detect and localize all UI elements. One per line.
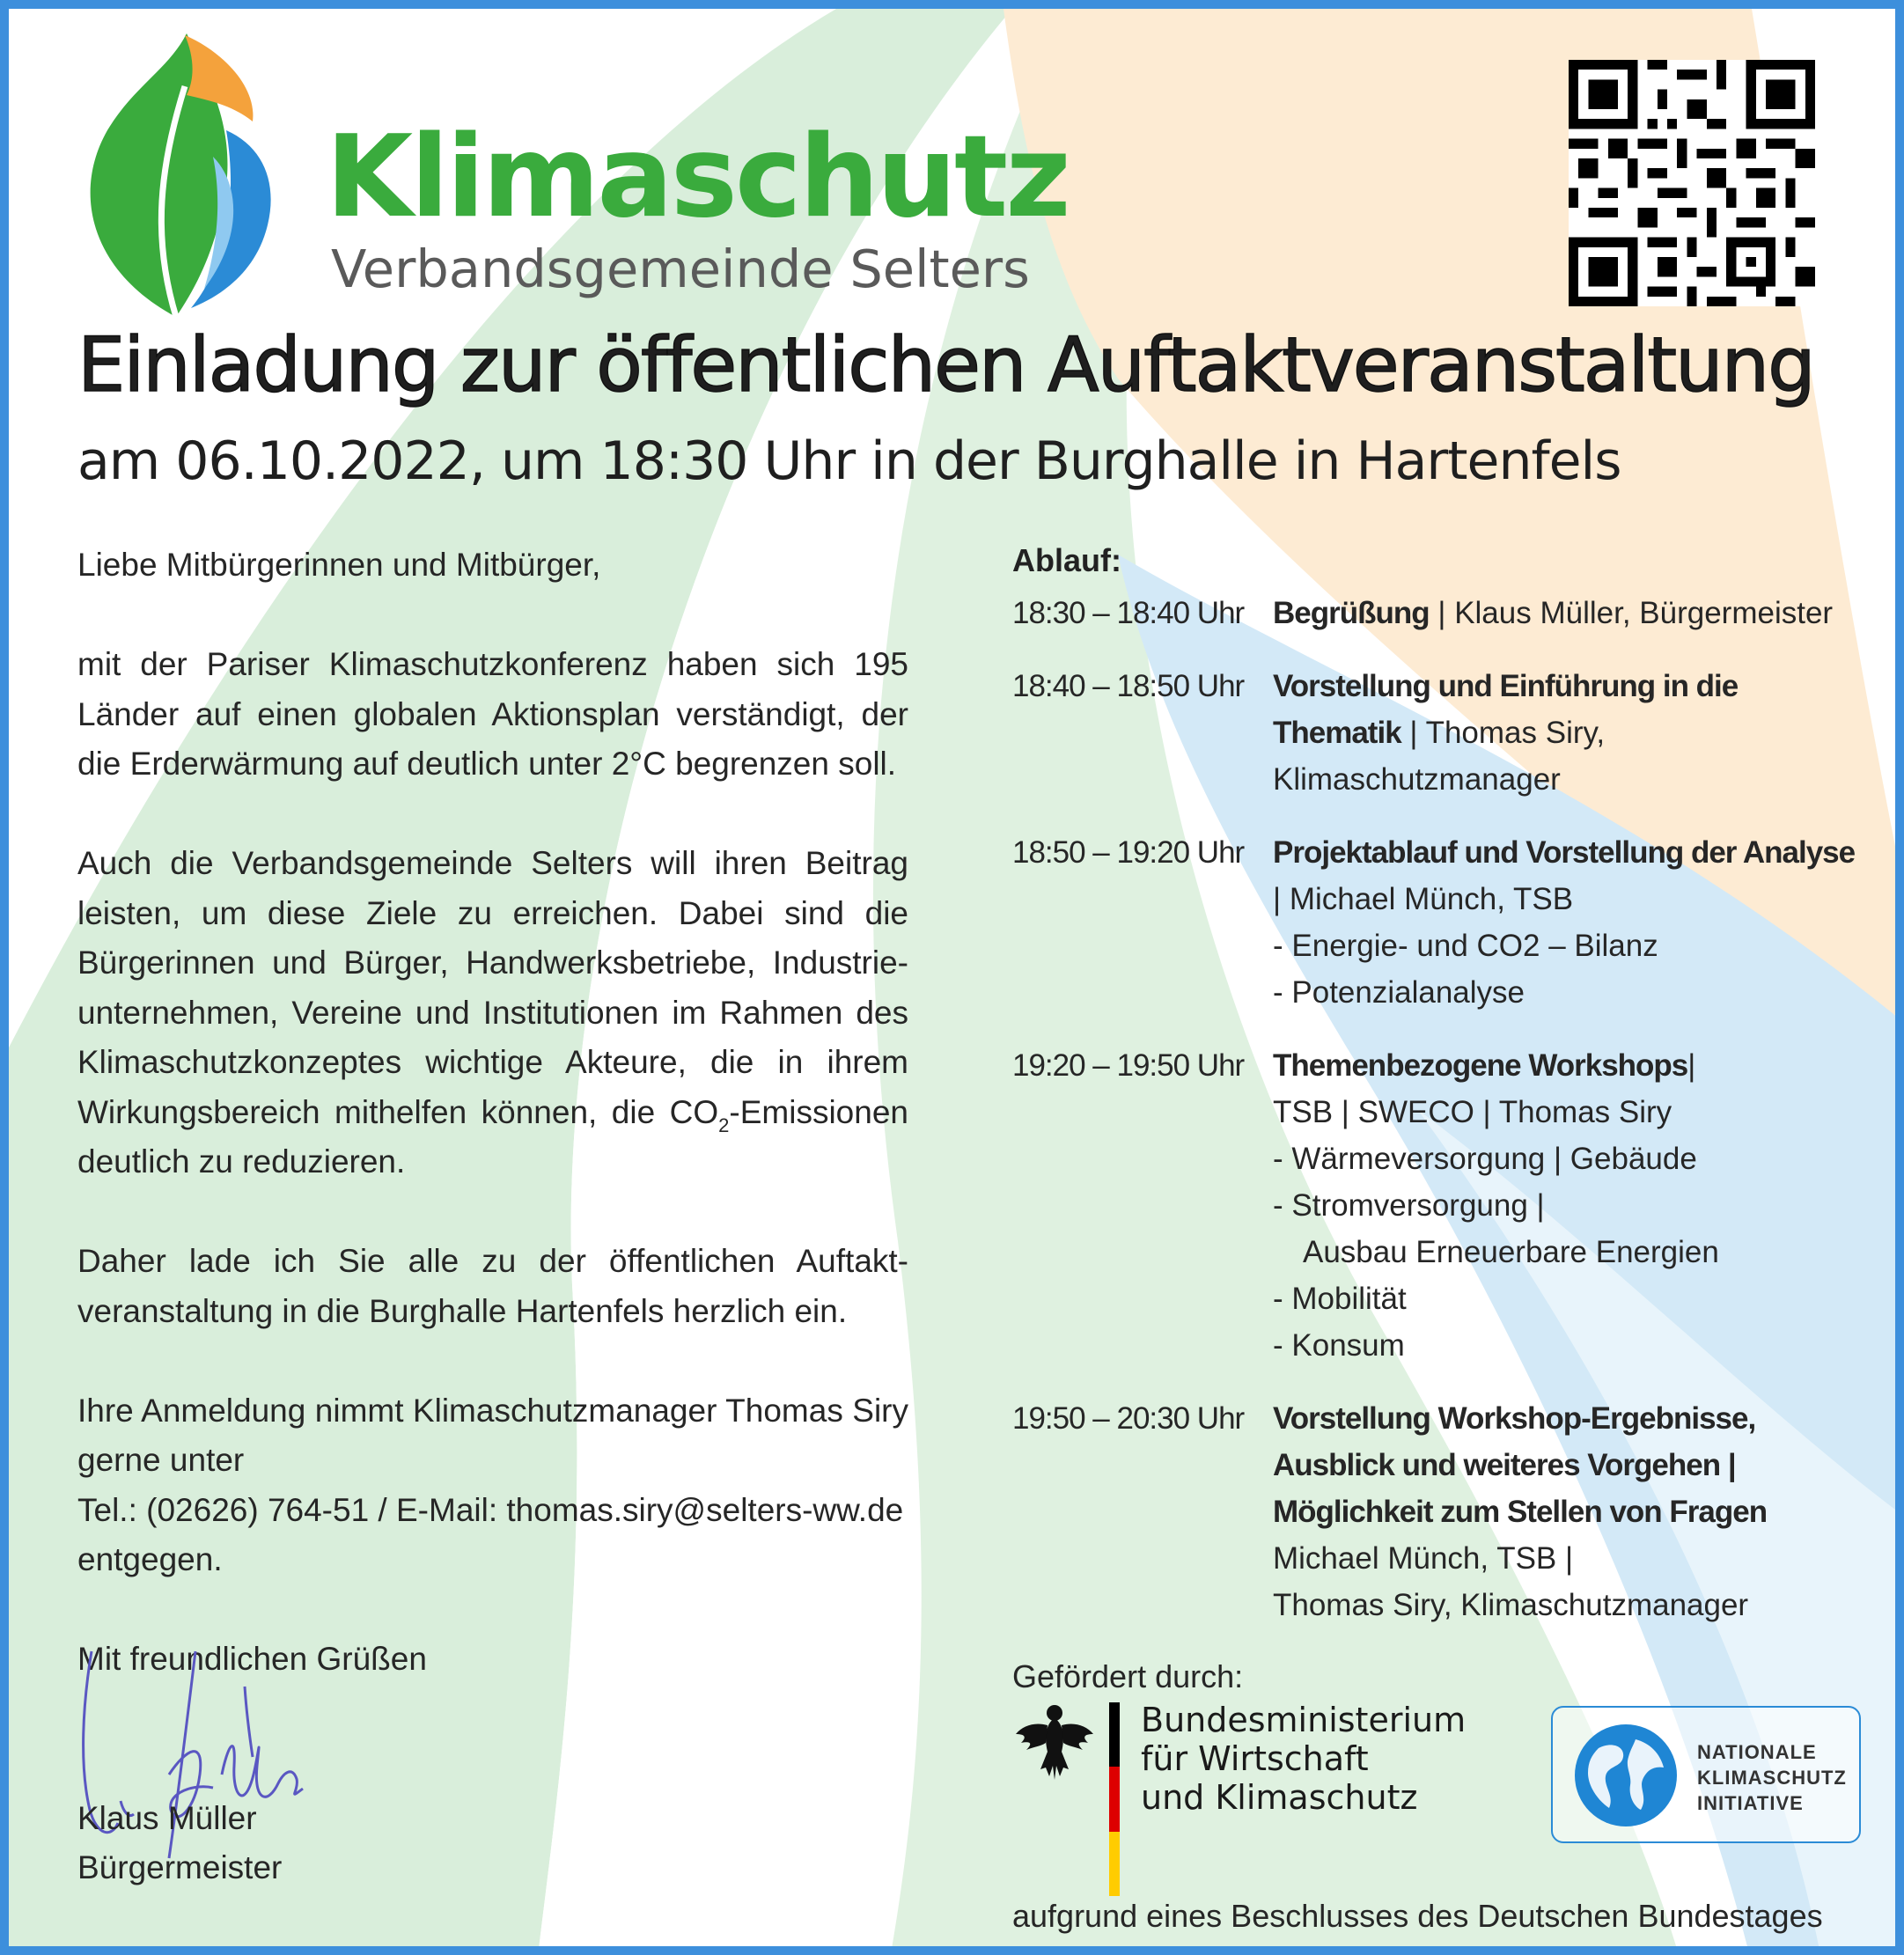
page-subtitle: am 06.10.2022, um 18:30 Uhr in der Burghalle in Hartenfels <box>77 430 1621 492</box>
agenda-time: 18:40 – 18:50 Uhr <box>1012 669 1245 703</box>
agenda-list <box>1012 590 1857 1655</box>
letter-paragraph-1: mit der Pariser Klimaschutzkonferenz haben sich 195 Länder auf einen globalen Aktionsplan verständigt, der die Erderwärmung auf deutlich unter 2°C begrenzen soll. <box>77 646 908 782</box>
agenda-topic: Vorstellung Workshop-Ergebnisse, Ausblick und weiteres Vorgehen | Möglichkeit zum Stellen von Fragen <box>1273 1401 1768 1529</box>
contact-details[interactable]: Tel.: (02626) 764-51 / E-Mail: thomas.siry@selters-ww.de <box>77 1491 904 1528</box>
agenda-item <box>1012 829 1857 1016</box>
page-title: Einladung zur öffentlichen Auftaktveranstaltung <box>77 321 1814 409</box>
agenda-item <box>1012 1395 1857 1628</box>
letter-paragraph-2-end: -Emissionen deutlich zu reduzieren. <box>77 1093 908 1180</box>
agenda-subitem: - Wärmeversorgung | Gebäude <box>1273 1142 1697 1176</box>
agenda-item <box>1012 663 1857 803</box>
agenda-subitem: Thomas Siry, Klimaschutzmanager <box>1273 1588 1749 1622</box>
federal-eagle-icon <box>1014 1699 1095 1782</box>
agenda-subitem: - Stromversorgung | <box>1273 1188 1545 1223</box>
letter-paragraph-3: Daher lade ich Sie alle zu der öffentlichen Auftakt-veranstaltung in die Burghalle Hartenfels herzlich ein. <box>77 1243 908 1329</box>
qr-code-icon[interactable] <box>1569 60 1815 306</box>
registration-text: Ihre Anmeldung nimmt Klimaschutzmanager Thomas Siry gerne unter <box>77 1392 908 1478</box>
agenda-speaker: | Klaus Müller, Bürgermeister <box>1437 596 1834 630</box>
nki-line: KLIMASCHUTZ <box>1697 1767 1847 1789</box>
ministry-line: für Wirtschaft <box>1141 1739 1369 1778</box>
globe-icon <box>1572 1722 1680 1829</box>
agenda-subitem: - Potenzialanalyse <box>1273 975 1525 1010</box>
ministry-line: Bundesministerium <box>1141 1701 1467 1739</box>
letter-greeting: Liebe Mitbürgerinnen und Mitbürger, <box>77 547 601 583</box>
agenda-description <box>1273 663 1857 803</box>
nki-logo <box>1551 1706 1861 1843</box>
letter-closing: Mit freundlichen Grüßen <box>77 1641 427 1677</box>
agenda-topic: Vorstellung und Einführung in die Thematik <box>1273 669 1739 750</box>
letter-paragraph-4 <box>77 1386 908 1585</box>
nki-line: NATIONALE <box>1697 1741 1817 1763</box>
agenda-description <box>1273 1395 1857 1628</box>
agenda-description <box>1273 1042 1857 1369</box>
ministry-line: und Klimaschutz <box>1141 1778 1418 1817</box>
brand-subtitle: Verbandsgemeinde Selters <box>331 239 1030 299</box>
agenda-time: 19:20 – 19:50 Uhr <box>1012 1048 1245 1083</box>
agenda-topic: Projektablauf und Vorstellung der Analyse <box>1273 835 1856 870</box>
signer-block <box>77 1794 282 1893</box>
agenda-subitem: Ausbau Erneuerbare Energien <box>1303 1235 1719 1269</box>
agenda-item <box>1012 590 1857 636</box>
agenda-item <box>1012 1042 1857 1369</box>
agenda-speaker: | Thomas Siry, Klimaschutzmanager <box>1273 716 1606 797</box>
agenda-subitem: TSB | SWECO | Thomas Siry <box>1273 1095 1672 1129</box>
agenda-time: 18:30 – 18:40 Uhr <box>1012 596 1245 630</box>
agenda-subitem: - Mobilität <box>1273 1282 1407 1316</box>
agenda-topic: Themenbezogene Workshops <box>1273 1048 1688 1083</box>
nki-text <box>1697 1739 1847 1816</box>
agenda-description <box>1273 590 1857 636</box>
signer-name: Klaus Müller <box>77 1800 257 1836</box>
agenda-time: 19:50 – 20:30 Uhr <box>1012 1401 1245 1436</box>
leaf-flame-logo-icon <box>72 33 292 324</box>
german-flag-bar <box>1109 1702 1120 1896</box>
letter-body <box>77 540 908 1685</box>
agenda-subitem: Michael Münch, TSB | <box>1273 1541 1574 1576</box>
contact-end: entgegen. <box>77 1541 223 1577</box>
agenda-description <box>1273 829 1857 1016</box>
nki-line: INITIATIVE <box>1697 1792 1804 1814</box>
co2-subscript: 2 <box>718 1113 730 1136</box>
letter-paragraph-2-start: Auch die Verbandsgemeinde Selters will ihren Beitrag leisten, um diese Ziele zu erreichen. Dabei sind die Bürgerinnen und Bürger, Handwerksbetriebe, Industrie-unternehmen, Vereine und Institutionen im Rahmen des Klimaschutzkonzeptes wichtige Akteure, die in ihrem Wirkungsbereich mithelfen können, die CO <box>77 845 908 1130</box>
agenda-title: Ablauf: <box>1012 542 1121 578</box>
agenda-topic: Begrüßung <box>1273 596 1430 630</box>
agenda-speaker: | Michael Münch, TSB <box>1273 882 1574 916</box>
ministry-name <box>1141 1701 1466 1817</box>
agenda-separator: | <box>1687 1048 1696 1083</box>
agenda-subitem: - Konsum <box>1273 1328 1405 1363</box>
letter-paragraph-2 <box>77 839 908 1187</box>
signer-role: Bürgermeister <box>77 1849 283 1885</box>
funding-label: Gefördert durch: <box>1012 1658 1244 1694</box>
agenda-time: 18:50 – 19:20 Uhr <box>1012 835 1245 870</box>
brand-title: Klimaschutz <box>326 112 1069 243</box>
agenda-subitem: - Energie- und CO2 – Bilanz <box>1273 929 1658 963</box>
funding-resolution: aufgrund eines Beschlusses des Deutschen Bundestages <box>1012 1898 1823 1934</box>
